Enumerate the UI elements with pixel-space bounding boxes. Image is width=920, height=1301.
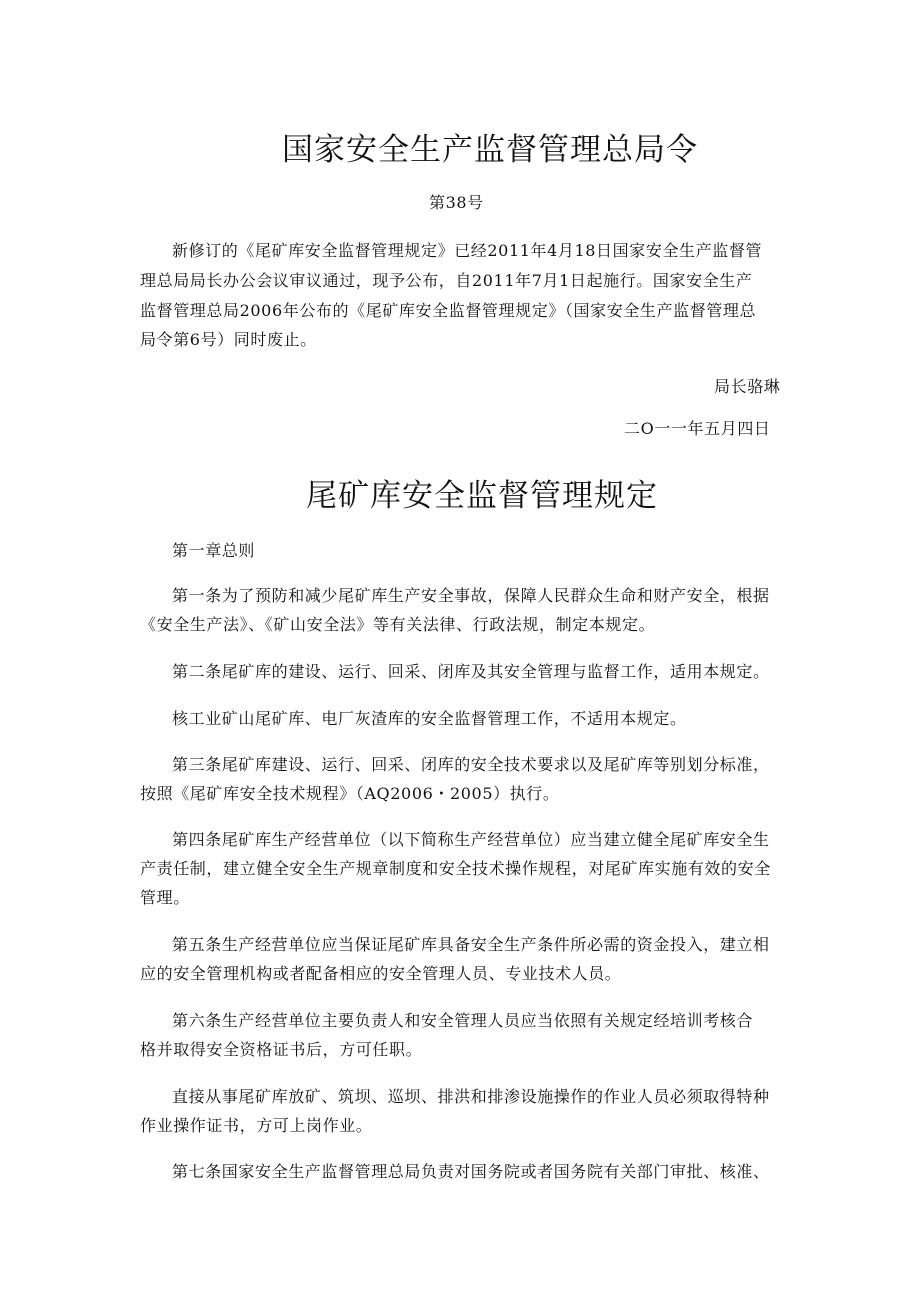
article-line: 核工业矿山尾矿库、电厂灰渣库的安全监督管理工作，不适用本规定。 xyxy=(172,709,687,728)
article-line: 直接从事尾矿库放矿、筑坝、巡坝、排洪和排渗设施操作的作业人员必须取得特种 xyxy=(172,1087,770,1106)
article-line: 应的安全管理机构或者配备相应的安全管理人员、专业技术人员。 xyxy=(140,964,622,983)
article-line: 第七条国家安全生产监督管理总局负责对国务院或者国务院有关部门审批、核准、 xyxy=(172,1162,770,1181)
article-line: 格并取得安全资格证书后，方可任职。 xyxy=(140,1040,423,1059)
order-number: 第38号 xyxy=(429,193,484,212)
article-line: 第二条尾矿库的建设、运行、回采、闭库及其安全管理与监督工作，适用本规定。 xyxy=(172,662,770,681)
article-line: 第三条尾矿库建设、运行、回采、闭库的安全技术要求以及尾矿库等别划分标准， xyxy=(172,755,770,774)
article-line: 第六条生产经营单位主要负责人和安全管理人员应当依照有关规定经培训考核合 xyxy=(172,1011,754,1030)
article-line: 第五条生产经营单位应当保证尾矿库具备安全生产条件所必需的资金投入，建立相 xyxy=(172,935,770,954)
chapter-heading: 第一章总则 xyxy=(172,541,256,560)
article-line: 第四条尾矿库生产经营单位（以下简称生产经营单位）应当建立健全尾矿库安全生 xyxy=(172,830,770,849)
regulation-title: 尾矿库安全监督管理规定 xyxy=(306,478,658,514)
signing-date: 二O一一年五月四日 xyxy=(624,419,771,438)
signature: 局长骆琳 xyxy=(714,377,781,396)
order-text-line: 理总局局长办公会议审议通过，现予公布，自2011年7月1日起施行。国家安全生产 xyxy=(140,271,753,290)
article-line: 管理。 xyxy=(140,888,190,907)
order-text-line: 局令第6号）同时废止。 xyxy=(140,330,317,349)
article-line: 按照《尾矿库安全技术规程》（AQ2006・2005）执行。 xyxy=(140,784,560,803)
article-line: 第一条为了预防和减少尾矿库生产安全事故，保障人民群众生命和财产安全，根据 xyxy=(172,586,770,605)
order-title: 国家安全生产监督管理总局令 xyxy=(282,132,698,168)
order-text-line: 新修订的《尾矿库安全监督管理规定》已经2011年4月18日国家安全生产监督管 xyxy=(172,241,763,260)
article-line: 产责任制，建立健全安全生产规章制度和安全技术操作规程，对尾矿库实施有效的安全 xyxy=(140,859,771,878)
order-text-line: 监督管理总局2006年公布的《尾矿库安全监督管理规定》（国家安全生产监督管理总 xyxy=(140,301,757,320)
article-line: 《安全生产法》、《矿山安全法》等有关法律、行政法规，制定本规定。 xyxy=(140,615,656,634)
article-line: 作业操作证书，方可上岗作业。 xyxy=(140,1116,373,1135)
